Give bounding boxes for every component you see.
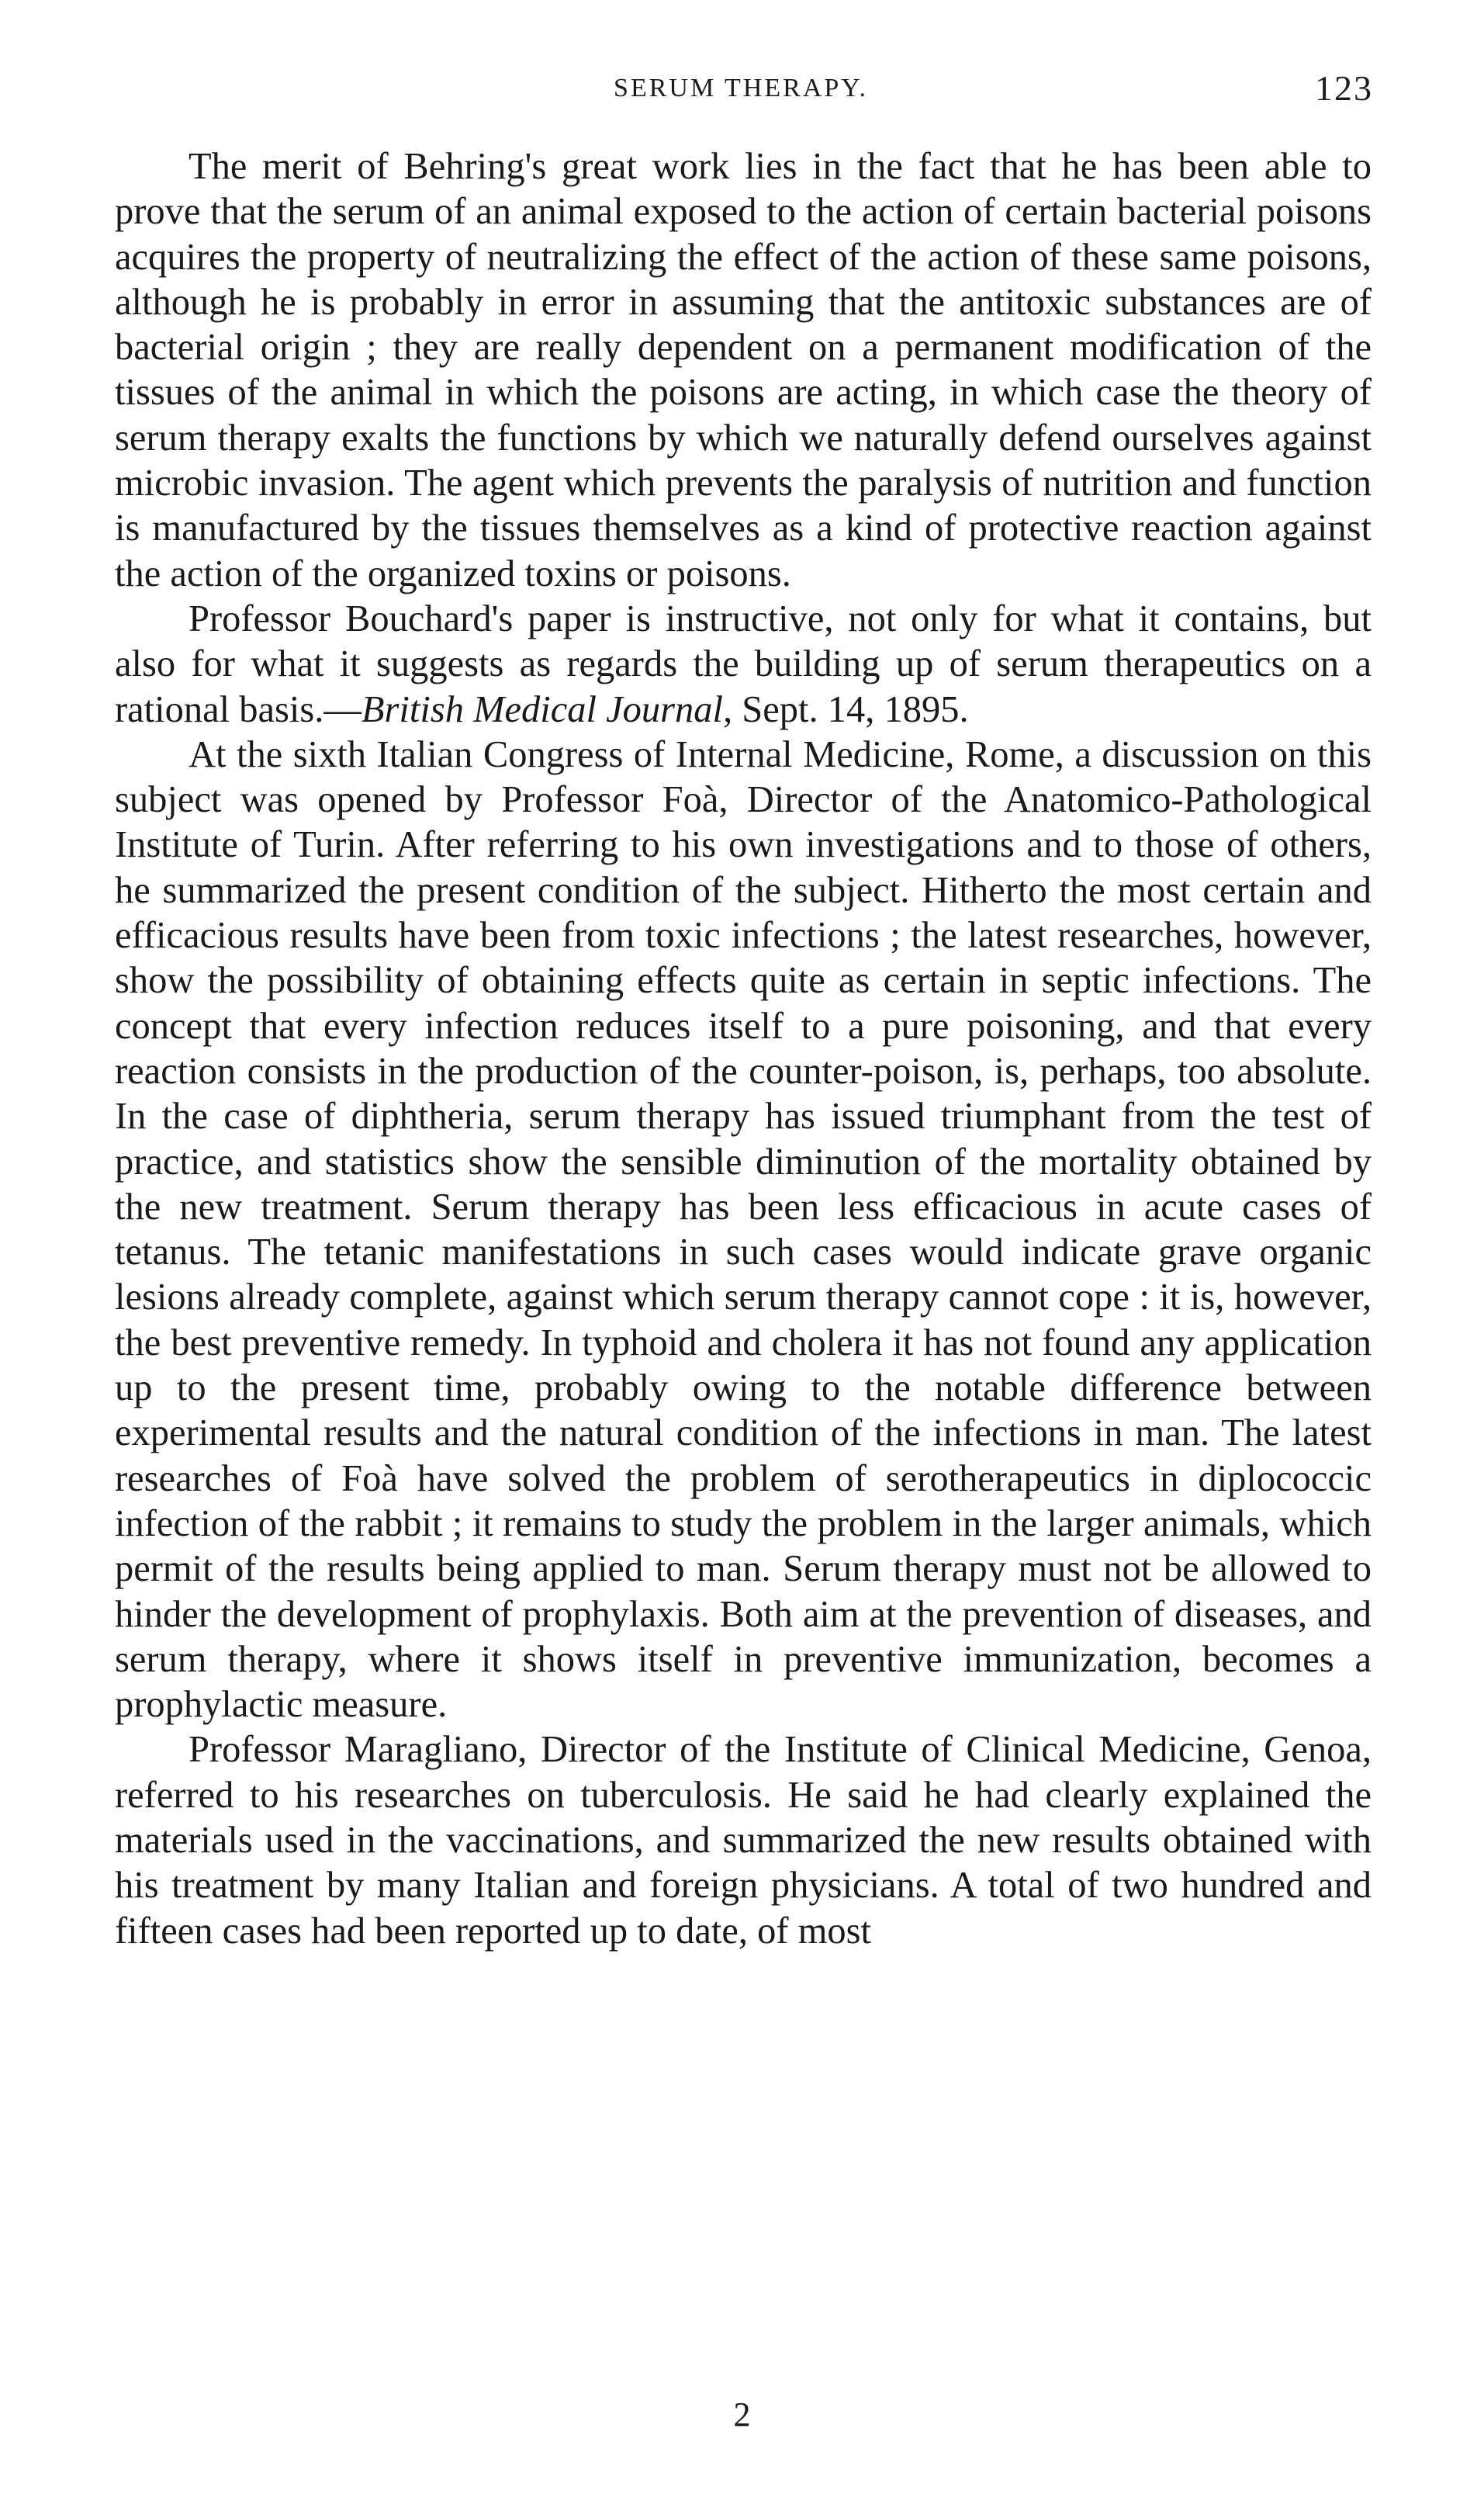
paragraph-bouchard-text: Professor Bouchard's paper is instructive, not only for what it contains, but also for what it suggests as regards the building up of serum therapeutics on a rational basis.— <box>115 598 1372 730</box>
page-number: 123 <box>1315 68 1373 108</box>
journal-citation: British Medical Journal, <box>361 688 733 730</box>
paragraph-bouchard <box>115 597 1372 733</box>
body-text <box>115 144 1372 1954</box>
paragraph-maragliano: Professor Maragliano, Director of the Institute of Clinical Medicine, Genoa, referred to his researches on tuberculosis. He said he had clearly explained the materials used in the vaccinations, and summarized the new results obtained with his treatment by many Italian and foreign physicians. A total of two hundred and fifteen cases had been reported up to date, of most <box>115 1729 1372 1952</box>
paragraph-italian-congress: At the sixth Italian Congress of Internal Medicine, Rome, a discussion on this subject was opened by Professor Foà, Director of the Anatomico-Pathological Institute of Turin. After referring to his own investigations and to those of others, he summarized the present condition of the subject. Hitherto the most certain and efficacious results have been from toxic infections ; the latest researches, however, show the possibility of obtaining effects quite as certain in septic infections. The concept that every infection reduces itself to a pure poisoning, and that every reaction consists in the production of the counter-poison, is, perhaps, too absolute. In the case of diphtheria, serum therapy has issued triumphant from the test of practice, and statistics show the sensible diminution of the mortality obtained by the new treatment. Serum therapy has been less efficacious in acute cases of tetanus. The tetanic manifestations in such cases would indicate grave organic lesions already complete, against which serum therapy cannot cope : it is, however, the best preventive remedy. In typhoid and cholera it has not found any application up to the present time, probably owing to the notable difference between experimental results and the natural condition of the infections in man. The latest researches of Foà have solved the problem of serotherapeutics in diplococcic infection of the rabbit ; it remains to study the problem in the larger animals, which permit of the results being applied to man. Serum therapy must not be allowed to hinder the development of prophylaxis. Both aim at the prevention of diseases, and serum therapy, where it shows itself in preventive immunization, becomes a prophylactic measure. <box>115 733 1372 1726</box>
running-title: SERUM THERAPY. <box>614 74 868 102</box>
paragraph-behring: The merit of Behring's great work lies in the fact that he has been able to prove that the serum of an animal exposed to the action of certain bacterial poisons acquires the property of neutralizing the effect of the action of these same poisons, although he is probably in error in assuming that the antitoxic substances are of bacterial origin ; they are really dependent on a permanent modification of the tissues of the animal in which the poisons are acting, in which case the theory of serum therapy exalts the functions by which we naturally defend ourselves against microbic invasion. The agent which prevents the paralysis of nutrition and function is manufactured by the tissues themselves as a kind of protective reaction against the action of the organized toxins or poisons. <box>115 146 1372 594</box>
signature-mark: 2 <box>733 2395 751 2434</box>
running-head <box>109 65 1373 112</box>
citation-date: Sept. 14, 1895. <box>732 688 969 730</box>
